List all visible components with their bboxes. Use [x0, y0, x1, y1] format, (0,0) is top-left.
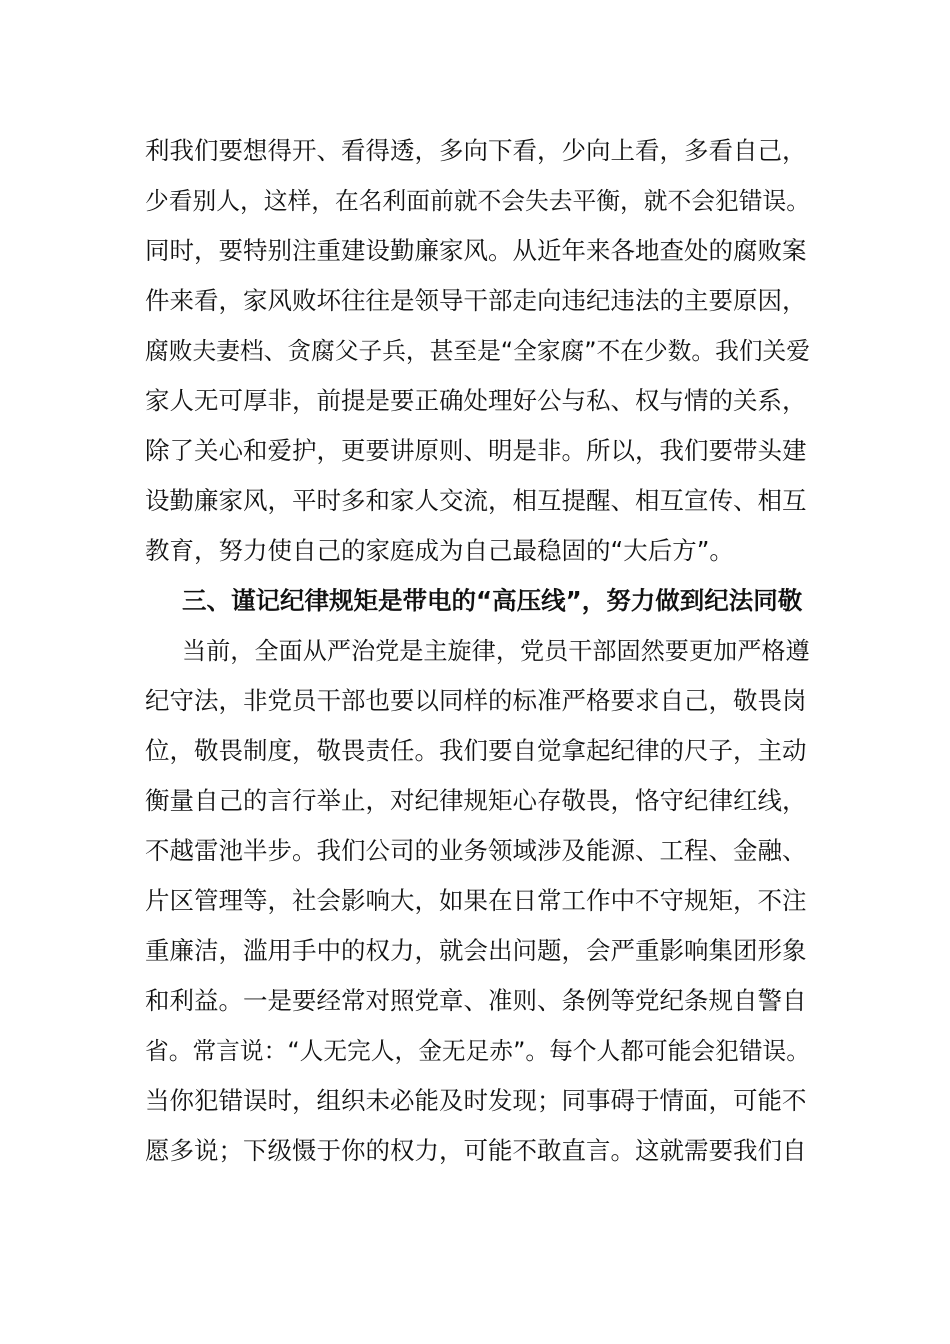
- text-line: 纪守法，非党员干部也要以同样的标准严格要求自己，敬畏岗: [145, 686, 807, 715]
- text-line: 家人无可厚非，前提是要正确处理好公与私、权与情的关系，: [145, 386, 807, 415]
- text-line: 件来看，家风败坏往往是领导干部走向违纪违法的主要原因，: [145, 286, 807, 315]
- text-line: 衡量自己的言行举止，对纪律规矩心存敬畏，恪守纪律红线，: [145, 786, 807, 815]
- document-body: [145, 126, 810, 1176]
- text-line: 位，敬畏制度，敬畏责任。我们要自觉拿起纪律的尺子，主动: [145, 736, 807, 765]
- text-line: 同时，要特别注重建设勤廉家风。从近年来各地查处的腐败案: [145, 236, 807, 265]
- text-line: 腐败夫妻档、贪腐父子兵，甚至是“全家腐”不在少数。我们关爱: [145, 337, 810, 365]
- text-line: 少看别人，这样，在名利面前就不会失去平衡，就不会犯错误。: [145, 187, 811, 215]
- text-line: 省。常言说：“人无完人，金无足赤”。每个人都可能会犯错误。: [145, 1037, 810, 1065]
- text-line: 不越雷池半步。我们公司的业务领域涉及能源、工程、金融、: [145, 836, 807, 865]
- section-heading: 三、谨记纪律规矩是带电的“高压线”，努力做到纪法同敬: [182, 586, 803, 615]
- text-line: 除了关心和爱护，更要讲原则、明是非。所以，我们要带头建: [145, 436, 807, 465]
- text-line: 当你犯错误时，组织未必能及时发现；同事碍于情面，可能不: [145, 1086, 807, 1115]
- text-line: 愿多说；下级慑于你的权力，可能不敢直言。这就需要我们自: [145, 1136, 807, 1165]
- text-line: 和利益。一是要经常对照党章、准则、条例等党纪条规自警自: [145, 986, 807, 1015]
- text-line: 设勤廉家风，平时多和家人交流，相互提醒、相互宣传、相互: [145, 486, 807, 515]
- text-line: 片区管理等，社会影响大，如果在日常工作中不守规矩，不注: [145, 886, 807, 915]
- text-line: 教育，努力使自己的家庭成为自己最稳固的“大后方”。: [145, 536, 734, 565]
- text-line: 利我们要想得开、看得透，多向下看，少向上看，多看自己，: [145, 136, 807, 165]
- text-line: 重廉洁，滥用手中的权力，就会出问题，会严重影响集团形象: [145, 936, 807, 965]
- paragraph-first-line: 当前，全面从严治党是主旋律，党员干部固然要更加严格遵: [182, 637, 810, 665]
